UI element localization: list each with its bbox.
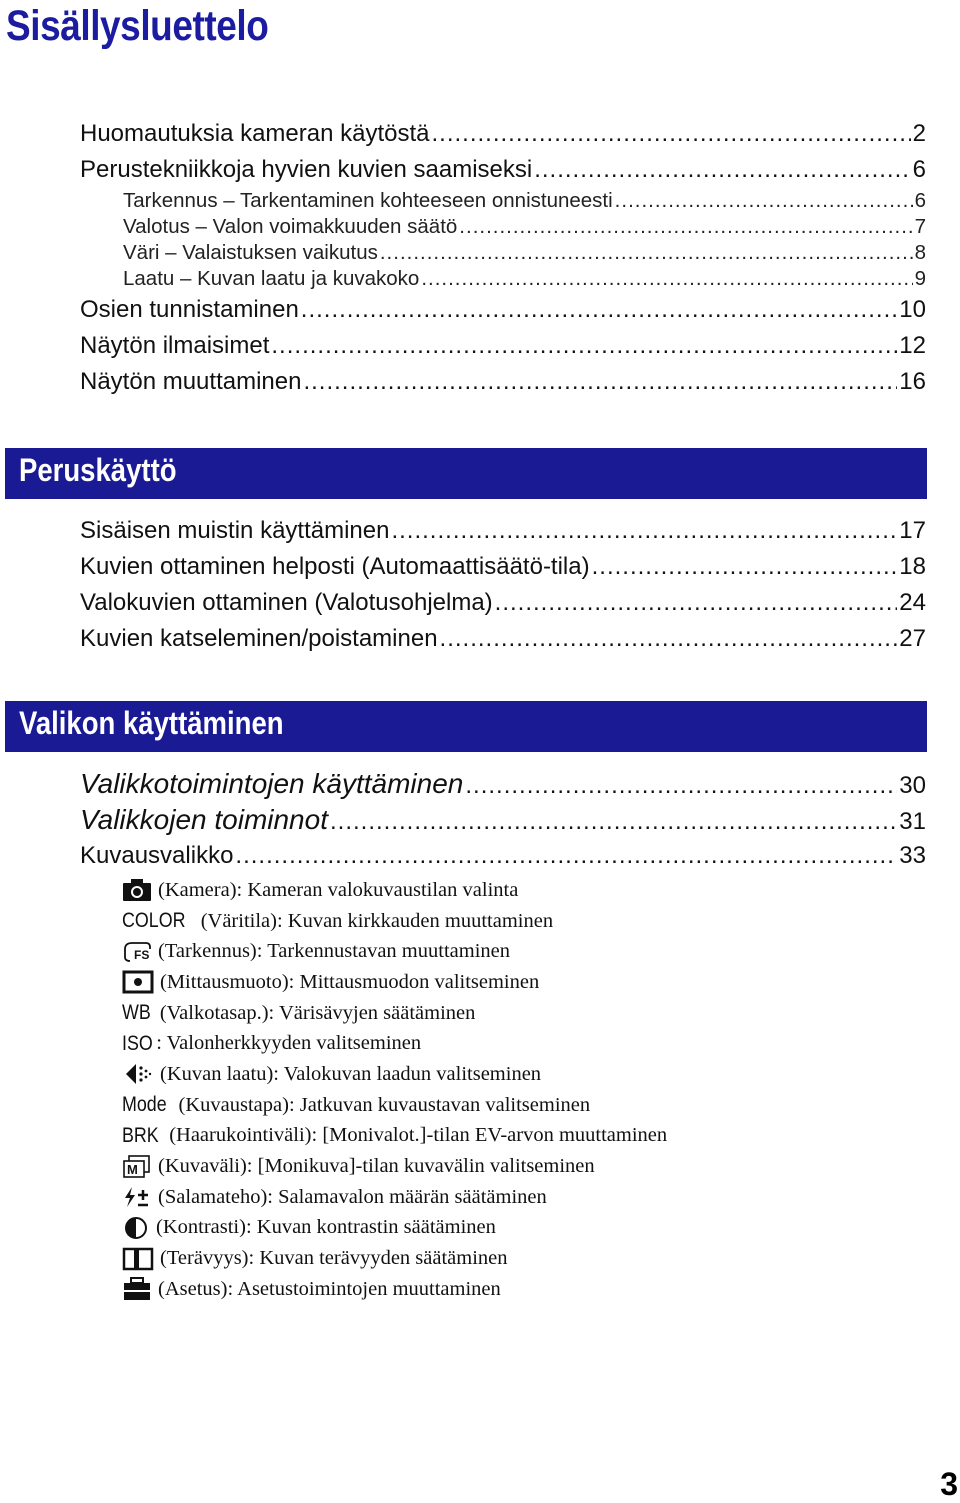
setup-icon: [122, 1277, 152, 1301]
camera-icon: [122, 878, 152, 902]
toc-entry-label: Näytön muuttaminen: [80, 368, 302, 395]
leader-dots: [465, 768, 897, 804]
menu-item-text: : Valonherkkyyden valitseminen: [156, 1032, 422, 1055]
section-header-basic: [5, 448, 927, 499]
toc-entry-page: 6: [912, 156, 926, 183]
toc-entry-label: Valikkotoimintojen käyttäminen: [80, 768, 464, 799]
toc-entry-page: 18: [899, 553, 926, 580]
toc-entry-label: Kuvien katseleminen/poistaminen: [80, 625, 438, 652]
svg-text:FS: FS: [134, 947, 150, 962]
shooting-menu-list: [122, 875, 667, 1305]
menu-item-contrast[interactable]: [122, 1213, 667, 1244]
leader-dots: [440, 621, 898, 657]
menu-item-text: (Terävyys): Kuvan terävyyden säätäminen: [160, 1247, 508, 1270]
menu-item-color-mode[interactable]: [122, 906, 667, 937]
white-balance-icon: WB: [122, 1001, 151, 1025]
toc-entry-page: 12: [899, 332, 926, 359]
menu-item-flash-level[interactable]: [122, 1182, 667, 1213]
menu-item-metering[interactable]: [122, 967, 667, 998]
menu-item-text: (Tarkennus): Tarkennustavan muuttaminen: [158, 940, 510, 963]
image-quality-icon: [122, 1062, 154, 1086]
menu-item-interval[interactable]: [122, 1151, 667, 1182]
toc-entry-label: Valotus – Valon voimakkuuden säätö: [123, 215, 458, 238]
leader-dots: [534, 152, 910, 188]
toc-entry-label: Tarkennus – Tarkentaminen kohteeseen onnistuneesti: [123, 189, 613, 212]
toc-entry-page: 6: [914, 189, 926, 212]
iso-icon: ISO: [122, 1031, 153, 1055]
menu-item-text: (Salamateho): Salamavalon määrän säätäminen: [158, 1185, 547, 1208]
leader-dots: [421, 266, 912, 292]
leader-dots: [615, 188, 913, 214]
metering-icon: [122, 970, 154, 994]
toc-entry[interactable]: [80, 364, 926, 400]
toc-entry-label: Laatu – Kuvan laatu ja kuvakoko: [123, 267, 420, 290]
menu-item-sharpness[interactable]: [122, 1243, 667, 1274]
toc-entry[interactable]: [80, 802, 926, 838]
toc-entry-label: Valikkojen toiminnot: [80, 804, 328, 835]
interval-icon: [122, 1155, 152, 1179]
toc-entry-label: Väri – Valaistuksen vaikutus: [123, 241, 378, 264]
menu-item-text: (Kuvan laatu): Valokuvan laadun valitseminen: [160, 1062, 542, 1085]
toc-subentry[interactable]: [80, 214, 926, 240]
toc-entry[interactable]: [80, 328, 926, 364]
menu-item-text: (Väritila): Kuvan kirkkauden muuttaminen: [200, 909, 554, 932]
toc-entry-page: 2: [912, 120, 926, 147]
toc-entry[interactable]: [80, 585, 926, 621]
toc-entry[interactable]: [80, 513, 926, 549]
toc-entry-page: 16: [899, 368, 926, 395]
leader-dots: [271, 328, 897, 364]
toc-entry-page: 30: [899, 772, 926, 799]
menu-item-text: (Asetus): Asetustoimintojen muuttaminen: [158, 1277, 501, 1300]
toc-entry[interactable]: [80, 838, 926, 874]
menu-item-text: (Mittausmuoto): Mittausmuodon valitseminen: [160, 970, 540, 993]
leader-dots: [380, 240, 913, 266]
section-title: Valikon käyttäminen: [19, 705, 284, 741]
leader-dots: [592, 549, 898, 585]
toc-entry-label: Sisäisen muistin käyttäminen: [80, 517, 390, 544]
toc-entry-label: Kuvausvalikko: [80, 842, 234, 869]
menu-item-white-balance[interactable]: [122, 998, 667, 1029]
menu-item-text: (Valkotasap.): Värisävyjen säätäminen: [159, 1001, 476, 1024]
toc-subentry[interactable]: [80, 240, 926, 266]
menu-item-image-quality[interactable]: [122, 1059, 667, 1090]
page-number: 3: [940, 1466, 958, 1502]
svg-text:M: M: [127, 1161, 138, 1177]
contrast-icon: [122, 1216, 150, 1240]
toc-entry[interactable]: [80, 549, 926, 585]
leader-dots: [301, 292, 898, 328]
toc-entry-page: 33: [899, 842, 926, 869]
menu-item-text: (Haarukointiväli): [Monivalot.]-tilan EV-arvon muuttaminen: [169, 1124, 668, 1147]
toc-entry-label: Näytön ilmaisimet: [80, 332, 270, 359]
menu-item-focus[interactable]: [122, 936, 667, 967]
toc-entry-page: 10: [899, 296, 926, 323]
menu-item-text: (Kuvaväli): [Monikuva]-tilan kuvavälin valitseminen: [158, 1155, 595, 1178]
leader-dots: [303, 364, 897, 400]
toc-entry-label: Valokuvien ottaminen (Valotusohjelma): [80, 589, 493, 616]
menu-item-drive-mode[interactable]: [122, 1090, 667, 1121]
toc-entry[interactable]: [80, 292, 926, 328]
section-header-menu: [5, 701, 927, 752]
toc-entry[interactable]: [80, 766, 926, 802]
toc-entry-label: Kuvien ottaminen helposti (Automaattisäätö-tila): [80, 553, 590, 580]
drive-mode-icon: Mode: [122, 1093, 167, 1117]
color-mode-icon: COLOR: [122, 909, 186, 933]
menu-item-text: (Kamera): Kameran valokuvaustilan valinta: [158, 878, 519, 901]
page-title: Sisällysluettelo: [6, 2, 269, 50]
toc-intro: [80, 116, 926, 400]
toc-basic: [80, 513, 926, 657]
leader-dots: [391, 513, 897, 549]
toc-entry-page: 17: [899, 517, 926, 544]
toc-entry[interactable]: [80, 621, 926, 657]
toc-entry-label: Perustekniikkoja hyvien kuvien saamiseksi: [80, 156, 533, 183]
leader-dots: [432, 116, 911, 152]
menu-item-iso[interactable]: [122, 1028, 667, 1059]
leader-dots: [235, 838, 897, 874]
toc-entry-page: 9: [914, 267, 926, 290]
menu-item-setup[interactable]: [122, 1274, 667, 1305]
section-title: Peruskäyttö: [19, 452, 177, 488]
toc-entry-page: 24: [899, 589, 926, 616]
sharpness-icon: [122, 1247, 154, 1271]
toc-entry-page: 7: [914, 215, 926, 238]
toc-entry-label: Osien tunnistaminen: [80, 296, 299, 323]
menu-item-bracket[interactable]: [122, 1121, 667, 1152]
leader-dots: [459, 214, 912, 240]
toc-subentry[interactable]: [80, 266, 926, 292]
menu-item-text: (Kuvaustapa): Jatkuvan kuvaustavan valitseminen: [178, 1093, 591, 1116]
focus-icon: [122, 940, 152, 964]
toc-entry-page: 27: [899, 625, 926, 652]
toc-entry-page: 31: [899, 808, 926, 835]
leader-dots: [330, 804, 897, 840]
toc-entry[interactable]: [80, 116, 926, 152]
leader-dots: [495, 585, 898, 621]
bracket-icon: BRK: [122, 1123, 159, 1147]
toc-menu: [80, 766, 926, 874]
menu-item-camera[interactable]: [122, 875, 667, 906]
toc-entry-label: Huomautuksia kameran käytöstä: [80, 120, 430, 147]
flash-level-icon: [122, 1185, 152, 1209]
toc-entry-page: 8: [914, 241, 926, 264]
menu-item-text: (Kontrasti): Kuvan kontrastin säätäminen: [156, 1216, 496, 1239]
toc-subentry[interactable]: [80, 188, 926, 214]
toc-entry[interactable]: [80, 152, 926, 188]
